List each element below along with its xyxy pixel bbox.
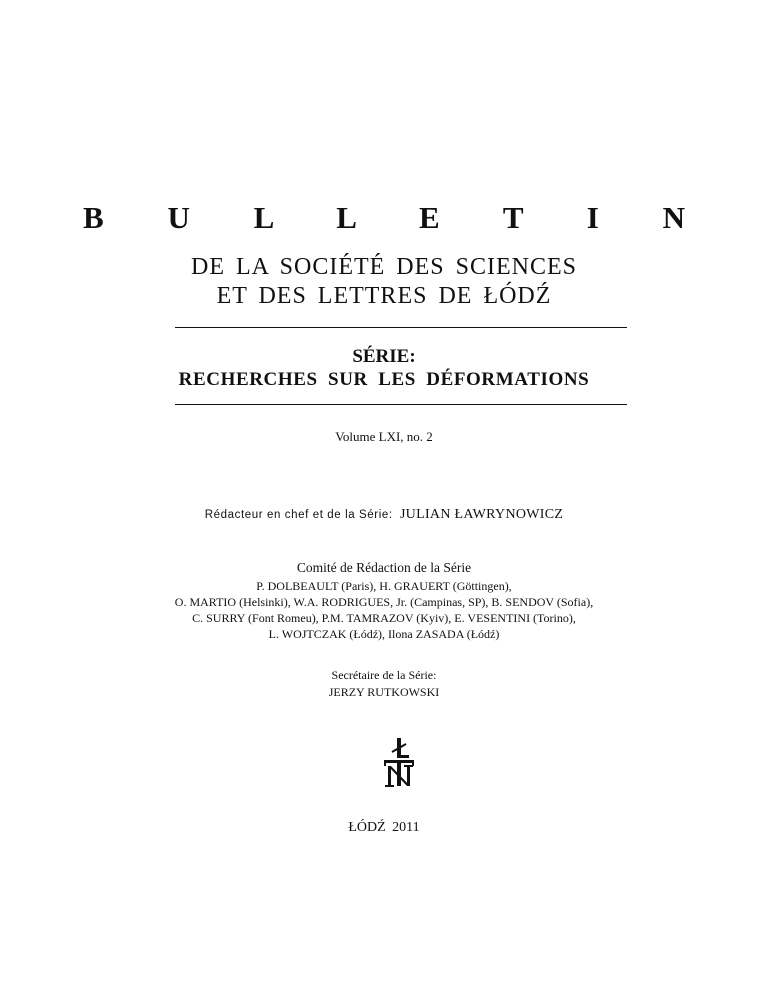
editor-line [0,506,768,523]
committee-title: Comité de Rédaction de la Série [296,560,472,575]
subtitle-line-2: ET DES LETTRES DE ŁÓDŹ [216,283,552,309]
secretary-label: Secrétaire de la Série: [331,668,437,682]
secretary-name: JERZY RUTKOWSKI [328,685,440,699]
serie-name: RECHERCHES SUR LES DÉFORMATIONS [178,369,590,390]
divider-top [175,327,627,328]
subtitle-line-1: DE LA SOCIÉTÉ DES SCIENCES [190,254,577,280]
divider-bottom [175,404,627,405]
place-and-year: ŁÓDŹ 2011 [348,820,420,835]
ltn-monogram-logo [379,736,419,790]
committee-line: O. MARTIO (Helsinki), W.A. RODRIGUES, Jr. (Campinas, SP), B. SENDOV (Sofia), [174,595,594,609]
volume-number: Volume LXI, no. 2 [335,429,433,444]
committee-line: P. DOLBEAULT (Paris), H. GRAUERT (Göttingen), [256,579,512,593]
editor-name: JULIAN ŁAWRYNOWICZ [399,507,564,522]
editor-label: Rédacteur en chef et de la Série: [204,509,393,521]
journal-title: B U L L E T I N [83,200,713,235]
committee-line: C. SURRY (Font Romeu), P.M. TAMRAZOV (Kyiv), E. VESENTINI (Torino), [192,611,576,625]
serie-label: SÉRIE: [352,346,416,367]
committee-line: L. WOJTCZAK (Łódź), Ilona ZASADA (Łódź) [268,627,500,641]
